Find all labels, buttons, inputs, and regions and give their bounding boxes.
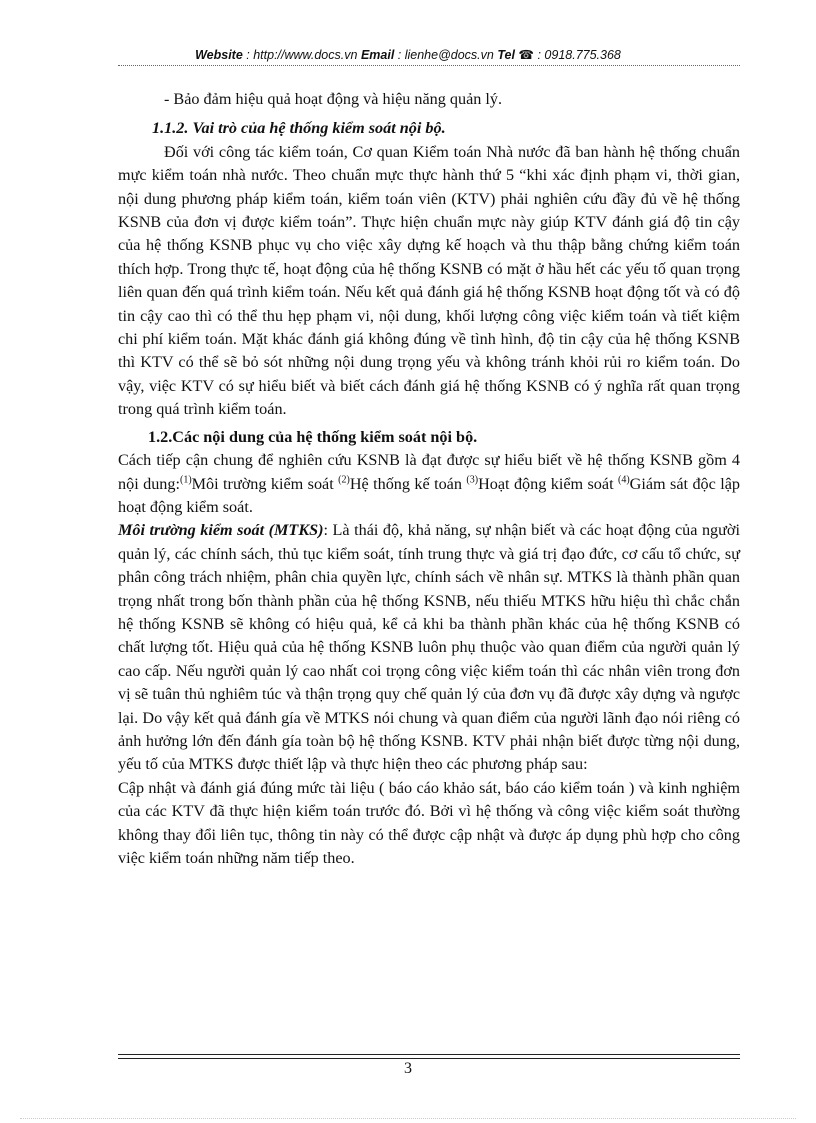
control-environment-term: Môi trường kiểm soát (MTKS) [118, 521, 324, 540]
approach-text: Cách tiếp cận chung để nghiên cứu KSNB là đạt được sự hiểu biết về hệ thống KSNB gồm 4 nội dung: [118, 451, 740, 493]
control-environment-text: : Là thái độ, khả năng, sự nhận biết và các hoạt động của người quản lý, các chính sách, thủ tục kiểm soát, tính trung thực và giá trị đạo đức, cơ cấu tổ chức, sự phân công trách nhiệm, phân chia quyền lực, chính sách về nhân sự. MTKS là thành phần quan trọng nhất trong bốn thành phần của hệ thống KSNB, nếu thiếu MTKS hữu hiệu thì chắc chắn hệ thống KSNB sẽ không có hiệu quả, kể cả khi ba thành phần khác của hệ thống KSNB có chất lượng tốt. Hiệu quả của hệ thống KSNB luôn phụ thuộc vào quan điểm của người quản lý cao cấp. Nếu người quản lý cao nhất coi trọng công việc kiểm toán thì các nhân viên trong đơn vị sẽ tuân thủ nghiêm túc và thận trọng quy chế quản lý của đơn vụ đã được xây dựng và ngược lại. Do vậy kết quả đánh gía về MTKS nói chung và quan điểm của người lãnh đạo nói riêng có ảnh hưởng lớn đến đánh gía toàn bộ hệ thống KSNB. KTV phải nhận biết được từng nội dung, yếu tố của MTKS được thiết lập và thực hiện theo các phương pháp sau: [118, 521, 740, 774]
header-divider [118, 65, 740, 66]
paragraph-approach [118, 449, 740, 519]
section-heading-1-1-2: 1.1.2. Vai trò của hệ thống kiểm soát nội bộ. [152, 119, 446, 138]
footer-divider-bottom [118, 1058, 740, 1059]
paragraph-update: Cập nhật và đánh giá đúng mức tài liệu ( báo cáo khảo sát, báo cáo kiểm toán ) và kinh nghiệm của các KTV đã thực hiện kiểm toán trước đó. Bởi vì hệ thống và công việc kiểm soát thường không thay đổi liên tục, thông tin này có thể được cập nhật và được áp dụng phù hợp cho công việc kiểm toán những năm tiếp theo. [118, 778, 740, 867]
email-label: Email [360, 48, 395, 62]
tel-value: : 0918.775.368 [537, 48, 621, 62]
sup-1: (1) [179, 474, 192, 486]
item-3: Hoạt động kiểm soát [478, 474, 618, 493]
website-value: : http://www.docs.vn [246, 48, 358, 62]
footer-divider-top [118, 1054, 740, 1055]
page-bottom-border [20, 1118, 796, 1119]
website-label: Website [195, 48, 243, 62]
document-body [118, 88, 740, 870]
sup-3: (3) [466, 474, 479, 486]
paragraph-role: Đối với công tác kiểm toán, Cơ quan Kiểm toán Nhà nước đã ban hành hệ thống chuẩn mực kiểm toán nhà nước. Theo chuẩn mực thực hành thứ 5 “khi xác định phạm vi, thời gian, nội dung phương pháp kiểm toán, kiểm toán viên (KTV) phải nghiên cứu đầy đủ về hệ thống KSNB của đơn vị được kiểm toán”. Thực hiện chuẩn mực này giúp KTV đánh giá độ tin cậy của hệ thống KSNB phục vụ cho việc xây dựng kế hoạch và thu thập bằng chứng kiểm toán thích hợp. Trong thực tế, hoạt động của hệ thống KSNB có mặt ở hầu hết các yếu tố quan trọng liên quan đến quá trình kiểm toán. Nếu kết quả đánh giá hệ thống KSNB hoạt động tốt và có độ tin cậy cao thì có thể thu hẹp phạm vi, nội dung, khối lượng công việc kiểm toán và tiết kiệm chi phí kiểm toán. Mặt khác đánh giá không đúng về tình hình, độ tin cậy của hệ thống KSNB thì KTV có thể sẽ bỏ sót những nội dung trọng yếu và không tránh khỏi rủi ro kiểm toán. Do vậy, việc KTV có sự hiểu biết và biết cách đánh giá hệ thống KSNB có ý nghĩa rất quan trọng trong quá trình kiểm toán. [118, 142, 740, 419]
page-header [0, 47, 816, 62]
sup-2: (2) [338, 474, 350, 486]
section-heading-1-2: 1.2.Các nội dung của hệ thống kiểm soát nội bộ. [148, 427, 478, 446]
page-number: 3 [404, 1060, 412, 1077]
tel-label: Tel ☎ [497, 48, 534, 62]
item-2: Hệ thống kế toán [349, 474, 467, 493]
item-4: Giám sát độc lập hoạt động kiểm soát. [118, 474, 741, 516]
paragraph-control-environment [118, 519, 740, 776]
item-1: Môi trường kiểm soát [191, 474, 339, 493]
email-value: : lienhe@docs.vn [397, 48, 494, 62]
bullet-line: - Bảo đảm hiệu quả hoạt động và hiệu năng quản lý. [164, 90, 503, 108]
sup-4: (4) [618, 474, 630, 486]
